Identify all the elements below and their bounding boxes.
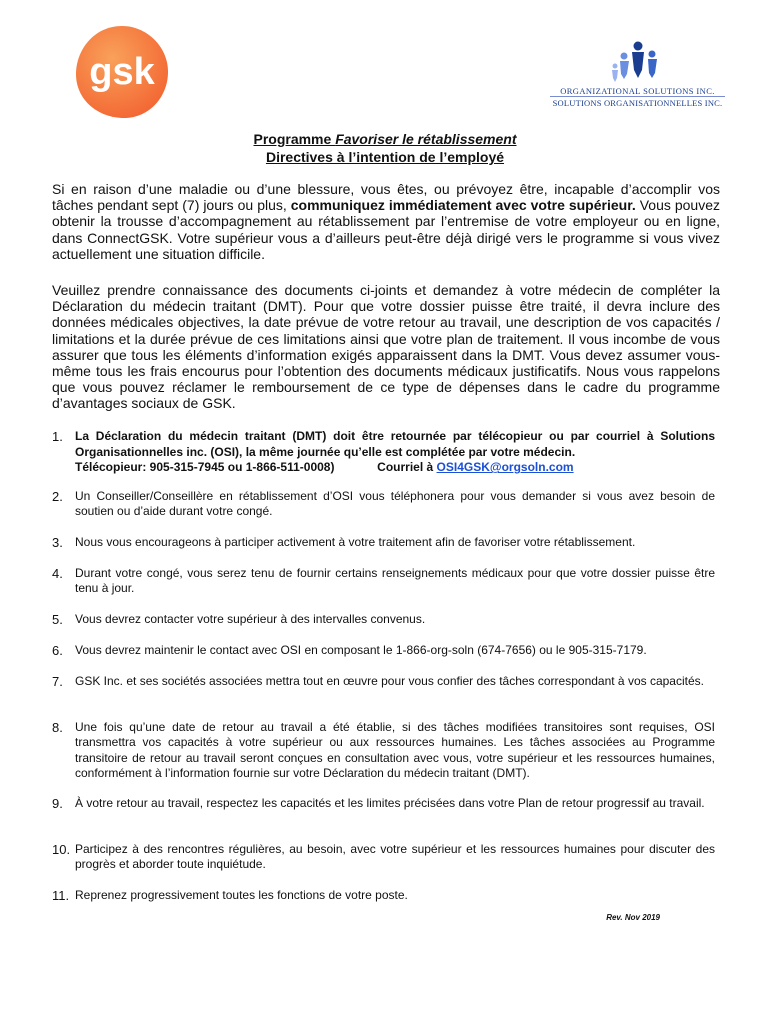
gsk-logo xyxy=(72,22,172,122)
list-item-text: Participez à des rencontres régulières, au besoin, avec votre supérieur et les ressources humaines pour discuter des progrès et aborder toute inquiétude. xyxy=(75,842,715,872)
list-item-text: Durant votre congé, vous serez tenu de fournir certains renseignements médicaux pour que votre dossier puisse être tenu à jour. xyxy=(75,566,715,596)
fax-numbers: Télécopieur: 905-315-7945 ou 1-866-511-0008) xyxy=(75,460,335,475)
page-subtitle: Directives à l’intention de l’employé xyxy=(265,149,505,165)
documents-paragraph: Veuillez prendre connaissance des documents ci-joints et demandez à votre médecin de compléter la Déclaration du médecin traitant (DMT). Pour que votre dossier puisse être traité, il devra inclure des données médicales objectives, la date prévue de votre retour au travail, une description de vos capacités / limitations et la durée prévue de ces limitations ainsi que votre plan de traitement. Il vous incombe de vous assurer que tous les éléments d’information exigés apparaissent dans la DMT. Vous devez assumer vous-même tous les frais encourus pour l’obtention des documents médicaux justificatifs. Nous vous rappelons que vous pouvez réclamer le remboursement de ce type de dépenses dans le cadre du programme d’avantages sociaux de GSK. xyxy=(52,282,720,412)
list-item-text: La Déclaration du médecin traitant (DMT) doit être retournée par télécopieur ou par courriel à Solutions Organisationnelles inc. (OSI), la même journée qu’elle est complétée par votre médecin. xyxy=(75,429,715,459)
gsk-logo-text: gsk xyxy=(89,51,155,93)
list-item-text: À votre retour au travail, respectez les capacités et les limites précisées dans votre Plan de retour progressif au travail. xyxy=(75,796,705,810)
list-item-text: Vous devrez maintenir le contact avec OSI en composant le 1-866-org-soln (674-7656) ou le 905-315-7179. xyxy=(75,643,647,657)
osi-name-english: ORGANIZATIONAL SOLUTIONS INC. xyxy=(550,86,725,97)
list-item-text: Une fois qu’une date de retour au travail a été établie, si des tâches modifiées transitoires sont requises, OSI transmettra vos capacités à votre supérieur ou aux ressources humaines. Les tâches associées au Programme transitoire de retour au travail seront conçues en consultation avec vous, votre supérieur et les ressources humaines, conformément à l’information fournie sur votre Déclaration du médecin traitant (DMT). xyxy=(75,720,715,781)
page-title: Programme Favoriser le rétablissement xyxy=(253,131,517,147)
document-page: gsk ORGANIZATIONAL SOLUTIONS INC. SOLUTIONS ORGANISATIONNELLES INC. Programme Favoriser le rétablissement Directives à l’intention de l’employé Si en raison d’une maladie ou d’une blessure, vous êtes, ou prévoyez être, incapable d’accomplir vos tâches pendant sept (7) jours ou plus, communiquez immédiatement avec votre supérieur. Vous pouvez obtenir la trousse d’accompagnement au rétablissement par l’entremise de votre employeur ou en ligne, dans ConnectGSK. Votre supérieur vous a d’ailleurs peut-être déjà dirigé vers le programme si vous vivez actuellement une situation difficile. Veuillez prendre connaissance des documents ci-joints et demandez à votre médecin de compléter la Déclaration du médecin traitant (DMT). Pour que votre dossier puisse être traité, il devra inclure des données médicales objectives, la date prévue de votre retour au travail, une description de vos capacités / limitations et la durée prévue de ces limitations ainsi que votre plan de traitement. Il vous incombe de vous assurer que tous les éléments d’information exigés apparaissent dans la DMT. Vous devez assumer vous-même tous les frais encourus pour l’obtention des documents médicaux justificatifs. Nous vous rappelons que vous pouvez réclamer le remboursement de ce type de dépenses dans le cadre du programme d’avantages sociaux de GSK. 1. La Déclaration du médecin traitant (DMT) doit être retournée par télécopieur ou par courriel à Solutions Organisationnelles inc. (OSI), la même journée qu’elle est complétée par votre médecin. Télécopieur: 905-315-7945 ou 1-866-511-0008) Courriel à OSI4GSK@orgsoln.com 2. Un Conseiller/Conseillère en rétablissement d’OSI vous téléphonera pour vous demander si vous avez besoin de soutien ou d’aide durant votre congé. 3. Nous vous encourageons à participer activement à votre traitement afin de favoriser votre rétablissement. 4. Durant votre congé, vous serez tenu de fournir certains renseignements médicaux pour que votre dossier puisse être tenu à jour. 5. Vous devrez contacter votre supérieur à des intervalles convenus. 6. Vous devrez maintenir le contact avec OSI en composant le 1-866-org-soln (674-7656) ou le 905-315-7179. 7. GSK Inc. et ses sociétés associées mettra tout en œuvre pour vous confier des tâches correspondant à vos capacités. 8. Une fois qu’une date de retour au travail a été établie, si des tâches modifiées transitoires sont requises, OSI transmettra vos capacités à votre supérieur ou aux ressources humaines. Les tâches associées au Programme transitoire de retour au travail seront conçues en consultation avec vous, votre supérieur et les ressources humaines, conformément à l’information fournie sur votre Déclaration du médecin traitant (DMT). 9. À votre retour au travail, respectez les capacités et les limites précisées dans votre Plan de retour progressif au travail. 10. Participez à des rencontres régulières, au besoin, avec votre supérieur et les ressources humaines pour discuter des progrès et aborder toute inquiétude. 11. Reprenez progressivement toutes les fonctions de votre poste. Rev. Nov 2019 xyxy=(0,0,770,1024)
osi-name-french: SOLUTIONS ORGANISATIONNELLES INC. xyxy=(552,98,723,108)
list-item-text: Un Conseiller/Conseillère en rétablissement d’OSI vous téléphonera pour vous demander si vous avez besoin de soutien ou d’aide durant votre congé. xyxy=(75,489,715,519)
list-item-text: Vous devrez contacter votre supérieur à des intervalles convenus. xyxy=(75,612,426,626)
list-item-number: 1. xyxy=(52,429,63,444)
osi-figures-icon xyxy=(608,40,666,86)
list-item-text: Nous vous encourageons à participer activement à votre traitement afin de favoriser votre rétablissement. xyxy=(75,535,636,549)
revision-note: Rev. Nov 2019 xyxy=(606,913,660,922)
osi-logo xyxy=(550,40,725,110)
list-item-text: GSK Inc. et ses sociétés associées mettra tout en œuvre pour vous confier des tâches correspondant à vos capacités. xyxy=(75,674,704,688)
intro-paragraph: Si en raison d’une maladie ou d’une blessure, vous êtes, ou prévoyez être, incapable d’accomplir vos tâches pendant sept (7) jours ou plus, communiquez immédiatement avec votre supérieur. Vous pouvez obtenir la trousse d’accompagnement au rétablissement par l’entremise de votre employeur ou en ligne, dans ConnectGSK. Votre supérieur vous a d’ailleurs peut-être déjà dirigé vers le programme si vous vivez actuellement une situation difficile. xyxy=(52,181,720,262)
email-label: Courriel à xyxy=(377,460,437,475)
list-item-text: Reprenez progressivement toutes les fonctions de votre poste. xyxy=(75,888,408,902)
email-link[interactable]: OSI4GSK@orgsoln.com xyxy=(436,460,574,475)
